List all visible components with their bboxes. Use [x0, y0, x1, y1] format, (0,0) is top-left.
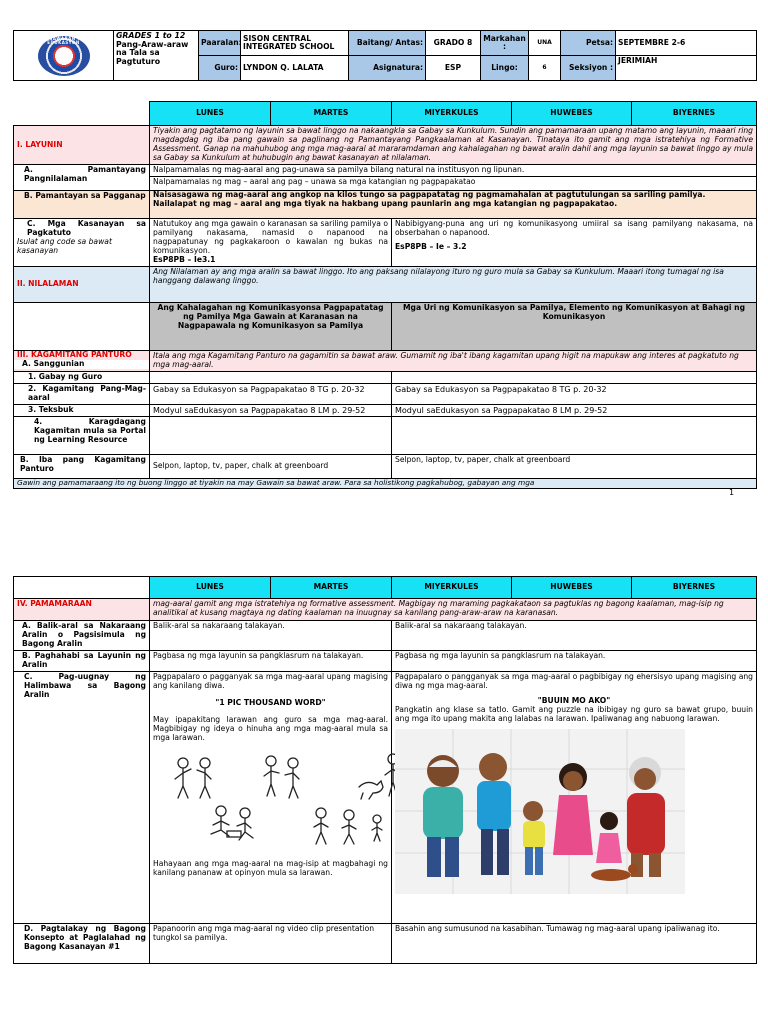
kasanayan-right — [392, 219, 757, 267]
kasanayan-label: C. Mga Kasanayan sa Pagkatuto — [27, 219, 146, 237]
pagtalakay-right: Basahin ang sumusunod na kasabihan. Tumawag ng mag-aaral upang ipaliwanag ito. — [392, 923, 757, 963]
header-table — [13, 30, 757, 81]
lingo-label: Lingo: — [481, 56, 529, 81]
pag-uugnay-left — [150, 671, 392, 923]
doc-type-text: Pang-Araw-araw na Tala sa Pagtuturo — [116, 39, 189, 66]
pang-aaral-label: 2. Kagamitang Pang-Mag-aaral — [14, 383, 150, 404]
day-biyernes: BIYERNES — [632, 102, 757, 126]
pagganap-cell — [150, 191, 757, 219]
pangnilalaman-label: A. Pamantayang Pangnilalaman — [14, 165, 150, 191]
dll-page2-table — [13, 576, 757, 964]
day-miyerkules: MIYERKULES — [392, 102, 512, 126]
kasanayan-left-code: EsP8PB – Ie3.1 — [153, 254, 216, 264]
asignatura-value: ESP — [426, 56, 481, 81]
pamamaraan-text: mag-aaral gamit ang mga istratehiya ng formative assessment. Magbigay ng maraming pagkakataon sa pagtuklas ng bagong kaalaman, mag-isip ng analitikal at kusang magtaya ng dating kaalaman na inuugnay sa kanilang pang-araw-araw na karanasan. — [150, 599, 757, 621]
baitang-label: Baitang/ Antas: — [349, 31, 426, 56]
paghahabi-right: Pagbasa ng mga layunin sa pangklasrum na talakayan. — [392, 651, 757, 672]
balik-aral-right: Balik-aral sa nakaraang talakayan. — [392, 621, 757, 651]
sanggunian-label: A. Sanggunian — [14, 360, 149, 369]
pangnilalaman-cell — [150, 165, 757, 191]
markahan-value: UNA — [529, 31, 561, 56]
day-biyernes-2: BIYERNES — [632, 577, 757, 599]
day-miyerkules-2: MIYERKULES — [392, 577, 512, 599]
family-puzzle-illustration — [395, 729, 685, 894]
nilalaman-text: Ang Nilalaman ay ang mga aralin sa bawat linggo. Ito ang paksang nilalayong ituro ng guro mula sa Gabay sa Kunkulum. Maaari itong tumagal ng isa hanggang dalawang linggo. — [150, 266, 757, 302]
paghahabi-left: Pagbasa ng mga layunin sa pangklasrum na talakayan. — [150, 651, 392, 672]
petsa-label: Petsa: — [561, 31, 616, 56]
guro-label: Guro: — [199, 56, 241, 81]
layunin-label: I. LAYUNIN — [14, 126, 150, 165]
pagganap-line1: Naisasagawa ng mag-aaral ang angkop na kilos tungo sa pagpapatatag ng pagmamahalan at pagtutulungan sa sariling pamilya. — [153, 190, 706, 199]
iba-left: Selpon, laptop, tv, paper, chalk at greenboard — [150, 454, 392, 478]
kasanayan-left-text: Natutukoy ang mga gawain o karanasan sa sariling pamilya o pamilyang nakasama, namasid o napanood na nagpapatunay ng pagkakaroon o kawalan ng bukas na komunikasyon. — [153, 219, 388, 255]
grades-text: GRADES 1 to 12 — [116, 31, 186, 40]
pagganap-line2: Nailalapat ng mag – aaral ang mga tiyak na hakbang upang paunlarin ang mga katangian ng pagpapakatao. — [153, 198, 618, 208]
day-lunes-2: LUNES — [150, 577, 271, 599]
pag-uugnay-left-title: "1 PIC THOUSAND WORD" — [215, 697, 326, 707]
pag-uugnay-right-title: "BUUIN MO AKO" — [537, 695, 611, 705]
teksbuk-label: 3. Teksbuk — [14, 404, 150, 416]
kagamitan-label: III. KAGAMITANG PANTURO — [17, 349, 132, 359]
paghahabi-label: B. Paghahabi sa Layunin ng Aralin — [14, 651, 150, 672]
markahan-label: Markahan : — [481, 31, 529, 56]
grades-cell — [114, 31, 199, 81]
pag-uugnay-right — [392, 671, 757, 923]
balik-aral-left: Balik-aral sa nakaraang talakayan. — [150, 621, 392, 651]
paaralan-label: Paaralan: — [199, 31, 241, 56]
gabay-label: 1. Gabay ng Guro — [14, 371, 150, 383]
day-huwebes-2: HUWEBES — [512, 577, 632, 599]
balik-aral-label: A. Balik-aral sa Nakaraang Aralin o Pagsisimula ng Bagong Aralin — [14, 621, 150, 651]
pag-uugnay-right-body: Pangkatin ang klase sa tatlo. Gamit ang puzzle na ibibigay ng guro sa bawat grupo, buuin ang mga ito upang makita ang lalabas na larawan. Ipaliwanag ang nabuong larawan. — [395, 704, 753, 723]
pagtalakay-left: Papanoorin ang mga mag-aaral ng video clip presentation tungkol sa pamilya. — [150, 923, 392, 963]
pag-uugnay-label: C. Pag-uugnay ng Halimbawa sa Bagong Aralin — [14, 671, 150, 923]
kagamitan-text: Itala ang mga Kagamitang Panturo na gagamitin sa bawat araw. Gumamit ng iba't ibang kagamitan upang higit na mapukaw ang interes at pagkatuto ng mga mag-aaral. — [150, 350, 757, 371]
kasanayan-right-text: Nabibigyang-puna ang uri ng komunikasyong umiiral sa isang pamilyang nakasama, na obserbahan o napanood. — [395, 219, 753, 237]
kasanayan-label-cell — [14, 219, 150, 267]
seksiyon-label: Seksiyon : — [561, 56, 616, 81]
pang-aaral-left: Gabay sa Edukasyon sa Pagpapakatao 8 TG p. 20-32 — [150, 383, 392, 404]
nilalaman-left-title: Ang Kahalagahan ng Komunikasyonsa Pagpapatatag ng Pamilya Mga Gawain at Karanasan na Nagpapawala ng Komunikasyon sa Pamilya — [150, 302, 392, 350]
day-lunes: LUNES — [150, 102, 271, 126]
kagamitan-label-cell — [14, 350, 150, 371]
page-number: 1 — [729, 488, 735, 497]
kasanayan-sub: Isulat ang code sa bawat kasanayan — [17, 236, 112, 255]
dll-page1-table — [13, 101, 757, 489]
nilalaman-right-title: Mga Uri ng Komunikasyon sa Pamilya, Elemento ng Komunikasyon at Bahagi ng Komunikasyon — [392, 302, 757, 350]
guro-value: LYNDON Q. LALATA — [241, 56, 349, 81]
teksbuk-left: Modyul saEdukasyon sa Pagpapakatao 8 LM p. 29-52 — [150, 404, 392, 416]
pag-uugnay-right-intro: Pagpapalaro o pangganyak sa mga mag-aaral o pagbibigay ng ehersisyo upang magising ang diwa ng mga mag-aaral. — [395, 671, 753, 690]
grado-value: GRADO 8 — [426, 31, 481, 56]
pagtalakay-label: D. Pagtalakay ng Bagong Konsepto at Paglalahad ng Bagong Kasanayan #1 — [14, 923, 150, 963]
day-martes: MARTES — [271, 102, 392, 126]
pangnilalaman-line2: Nalpamamalas ng mag – aaral ang pag – unawa sa mga katangian ng pagpapakatao — [150, 176, 756, 188]
pang-aaral-right: Gabay sa Edukasyon sa Pagpapakatao 8 TG p. 20-32 — [392, 383, 757, 404]
seksiyon-value: JERIMIAH — [616, 56, 757, 81]
pag-uugnay-left-intro: Pagpapalaro o pagganyak sa mga mag-aaral upang magising ang kanilang diwa. — [153, 671, 388, 690]
kasanayan-right-code: EsP8PB – Ie – 3.2 — [395, 241, 467, 251]
pag-uugnay-left-after: Hahayaan ang mga mag-aaral na mag-isip at magbahagi ng kanilang pananaw at opinyon mula sa larawan. — [153, 858, 388, 877]
pag-uugnay-left-body: May ipapakitang larawan ang guro sa mga mag-aaral. Magbibigay ng ideya o hinuha ang mga mag-aaral mula sa mga larawan. — [153, 714, 388, 742]
logo-text: KAGAWARAN NG EDUKASYON — [41, 35, 86, 45]
day-huwebes: HUWEBES — [512, 102, 632, 126]
iba-label: B. Iba pang Kagamitang Panturo — [14, 454, 150, 478]
teksbuk-right: Modyul saEdukasyon sa Pagpapakatao 8 LM p. 29-52 — [392, 404, 757, 416]
pagganap-label: B. Pamantayan sa Pagganap — [14, 191, 150, 219]
nilalaman-label: II. NILALAMAN — [14, 266, 150, 302]
paaralan-value: SISON CENTRAL INTEGRATED SCHOOL — [241, 31, 349, 56]
pamamaraan-label: IV. PAMAMARAAN — [14, 599, 150, 621]
karagdagan-label: 4. Karagdagang Kagamitan mula sa Portal ng Learning Resource — [14, 416, 150, 454]
day-martes-2: MARTES — [271, 577, 392, 599]
layunin-text: Tiyakin ang pagtatamo ng layunin sa bawat linggo na nakaangkla sa Gabay sa Kunkulum. Sundin ang pamamaraan upang matamo ang layunin, maaari ring magdagdag ng iba pang gawain sa paglinang ng Pamantayang Pangkaalaman at Kasanayan. Tinataya ito gamit ang mga istratehiya ng Formative Assessment. Ganap na mahuhubog ang mga mag-aaral at mararamdaman ang kahalagahan ng bawat aralin dahil ang mga layunin sa bawat linggo ay mula sa Gabay sa Kunkulum at huhubugin ang bawat kasanayan at nilalaman. — [150, 126, 757, 165]
deped-logo — [14, 31, 114, 81]
kasanayan-left — [150, 219, 392, 267]
lingo-value: 6 — [529, 56, 561, 81]
pangnilalaman-line1: Nalpamamalas ng mag-aaral ang pag-unawa sa pamilya bilang natural na institusyon ng lipunan. — [153, 165, 525, 174]
petsa-value: SEPTEMBRE 2-6 — [616, 31, 757, 56]
iba-right: Selpon, laptop, tv, paper, chalk at greenboard — [392, 454, 757, 478]
footer-text: Gawin ang pamamaraang ito ng buong linggo at tiyakin na may Gawain sa bawat araw. Para sa holistikong pagkahubog, gabayan ang mga — [14, 478, 757, 488]
asignatura-label: Asignatura: — [349, 56, 426, 81]
